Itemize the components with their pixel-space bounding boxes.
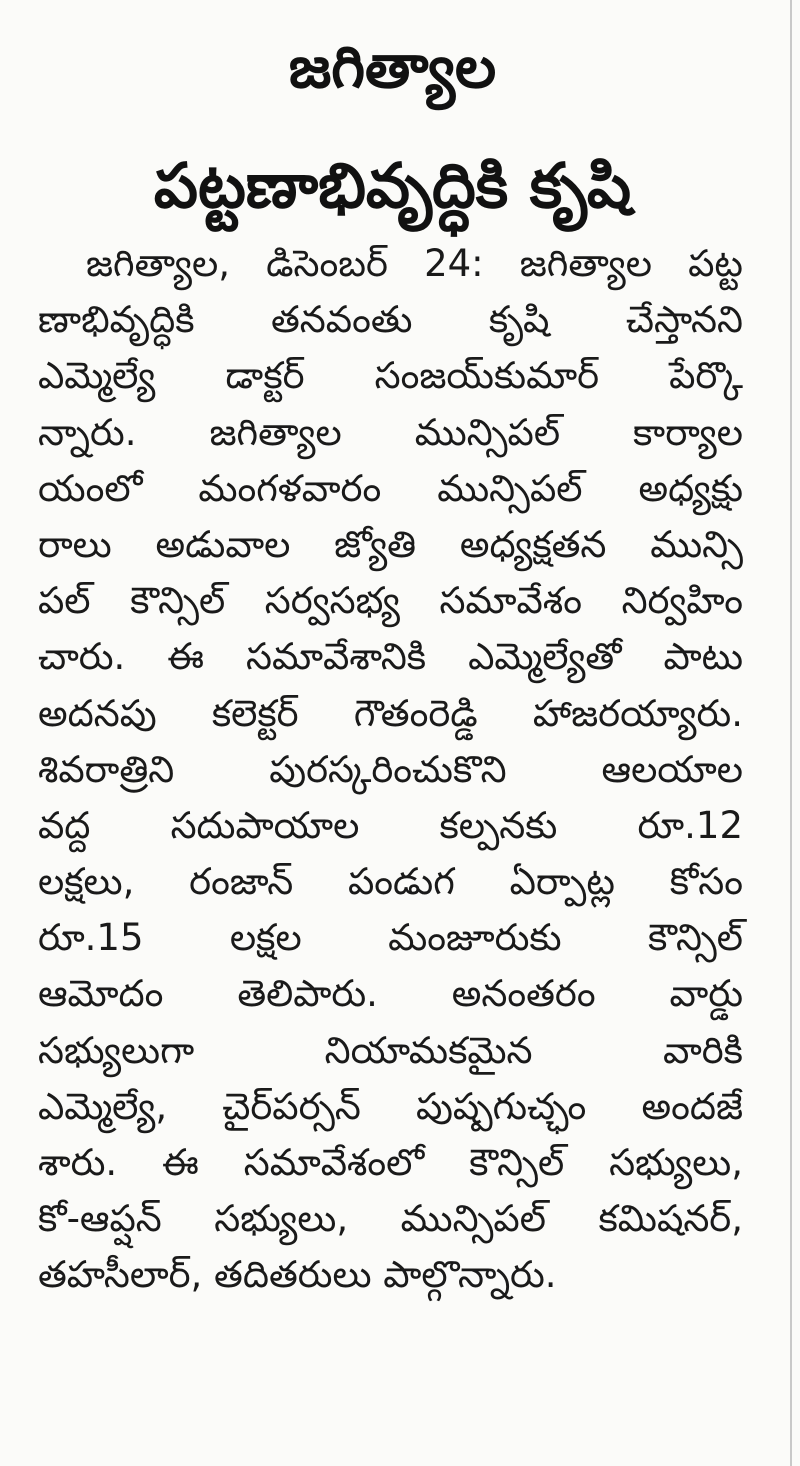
article-line: కో-ఆప్షన్ సభ్యులు, మున్సిపల్ కమిషనర్, [38, 1197, 743, 1241]
article-body [38, 236, 743, 1304]
place-heading: జగిత్యాల [288, 33, 497, 101]
article-line: సభ్యులుగా నియామకమైన వారికి [38, 1028, 743, 1072]
article-line: వద్ద సదుపాయాల కల్పనకు రూ.12 [38, 803, 743, 847]
article-line: అదనపు కలెక్టర్ గౌతంరెడ్డి హాజరయ్యారు. [38, 691, 743, 735]
headline: పట్టణాభివృద్ధికి కృషి [153, 149, 632, 222]
article-line: రాలు అడువాల జ్యోతి అధ్యక్షతన మున్సి [38, 522, 743, 566]
article-line: ఆమోదం తెలిపారు. అనంతరం వార్డు [38, 972, 743, 1016]
article-line: ణాభివృద్ధికి తనవంతు కృషి చేస్తానని [38, 298, 743, 342]
article-line: ఎమ్మెల్యే, చైర్‌పర్సన్ పుష్పగుచ్ఛం అందజే [38, 1084, 743, 1128]
article-line: న్నారు. జగిత్యాల మున్సిపల్ కార్యాల [38, 410, 743, 454]
article-line: తహసీలార్, తదితరులు పాల్గొన్నారు. [38, 1253, 557, 1297]
article-line: ఎమ్మెల్యే డాక్టర్ సంజయ్‌కుమార్ పేర్కొ [38, 354, 743, 398]
article-line: శివరాత్రిని పురస్కరించుకొని ఆలయాల [38, 747, 743, 791]
column-divider [790, 0, 792, 1466]
article-line: రూ.15 లక్షల మంజూరుకు కౌన్సిల్ [38, 916, 743, 960]
article-line: లక్షలు, రంజాన్ పండుగ ఏర్పాట్ల కోసం [38, 860, 743, 904]
article-line: యంలో మంగళవారం మున్సిపల్ అధ్యక్షు [38, 466, 743, 510]
article-line: జగిత్యాల, డిసెంబర్ 24: జగిత్యాల పట్ట [86, 242, 743, 285]
article-line: శారు. ఈ సమావేశంలో కౌన్సిల్ సభ్యులు, [38, 1141, 743, 1184]
article-line: చారు. ఈ సమావేశానికి ఎమ్మెల్యేతో పాటు [38, 635, 743, 679]
article-line: పల్ కౌన్సిల్ సర్వసభ్య సమావేశం నిర్వహిం [38, 579, 743, 623]
